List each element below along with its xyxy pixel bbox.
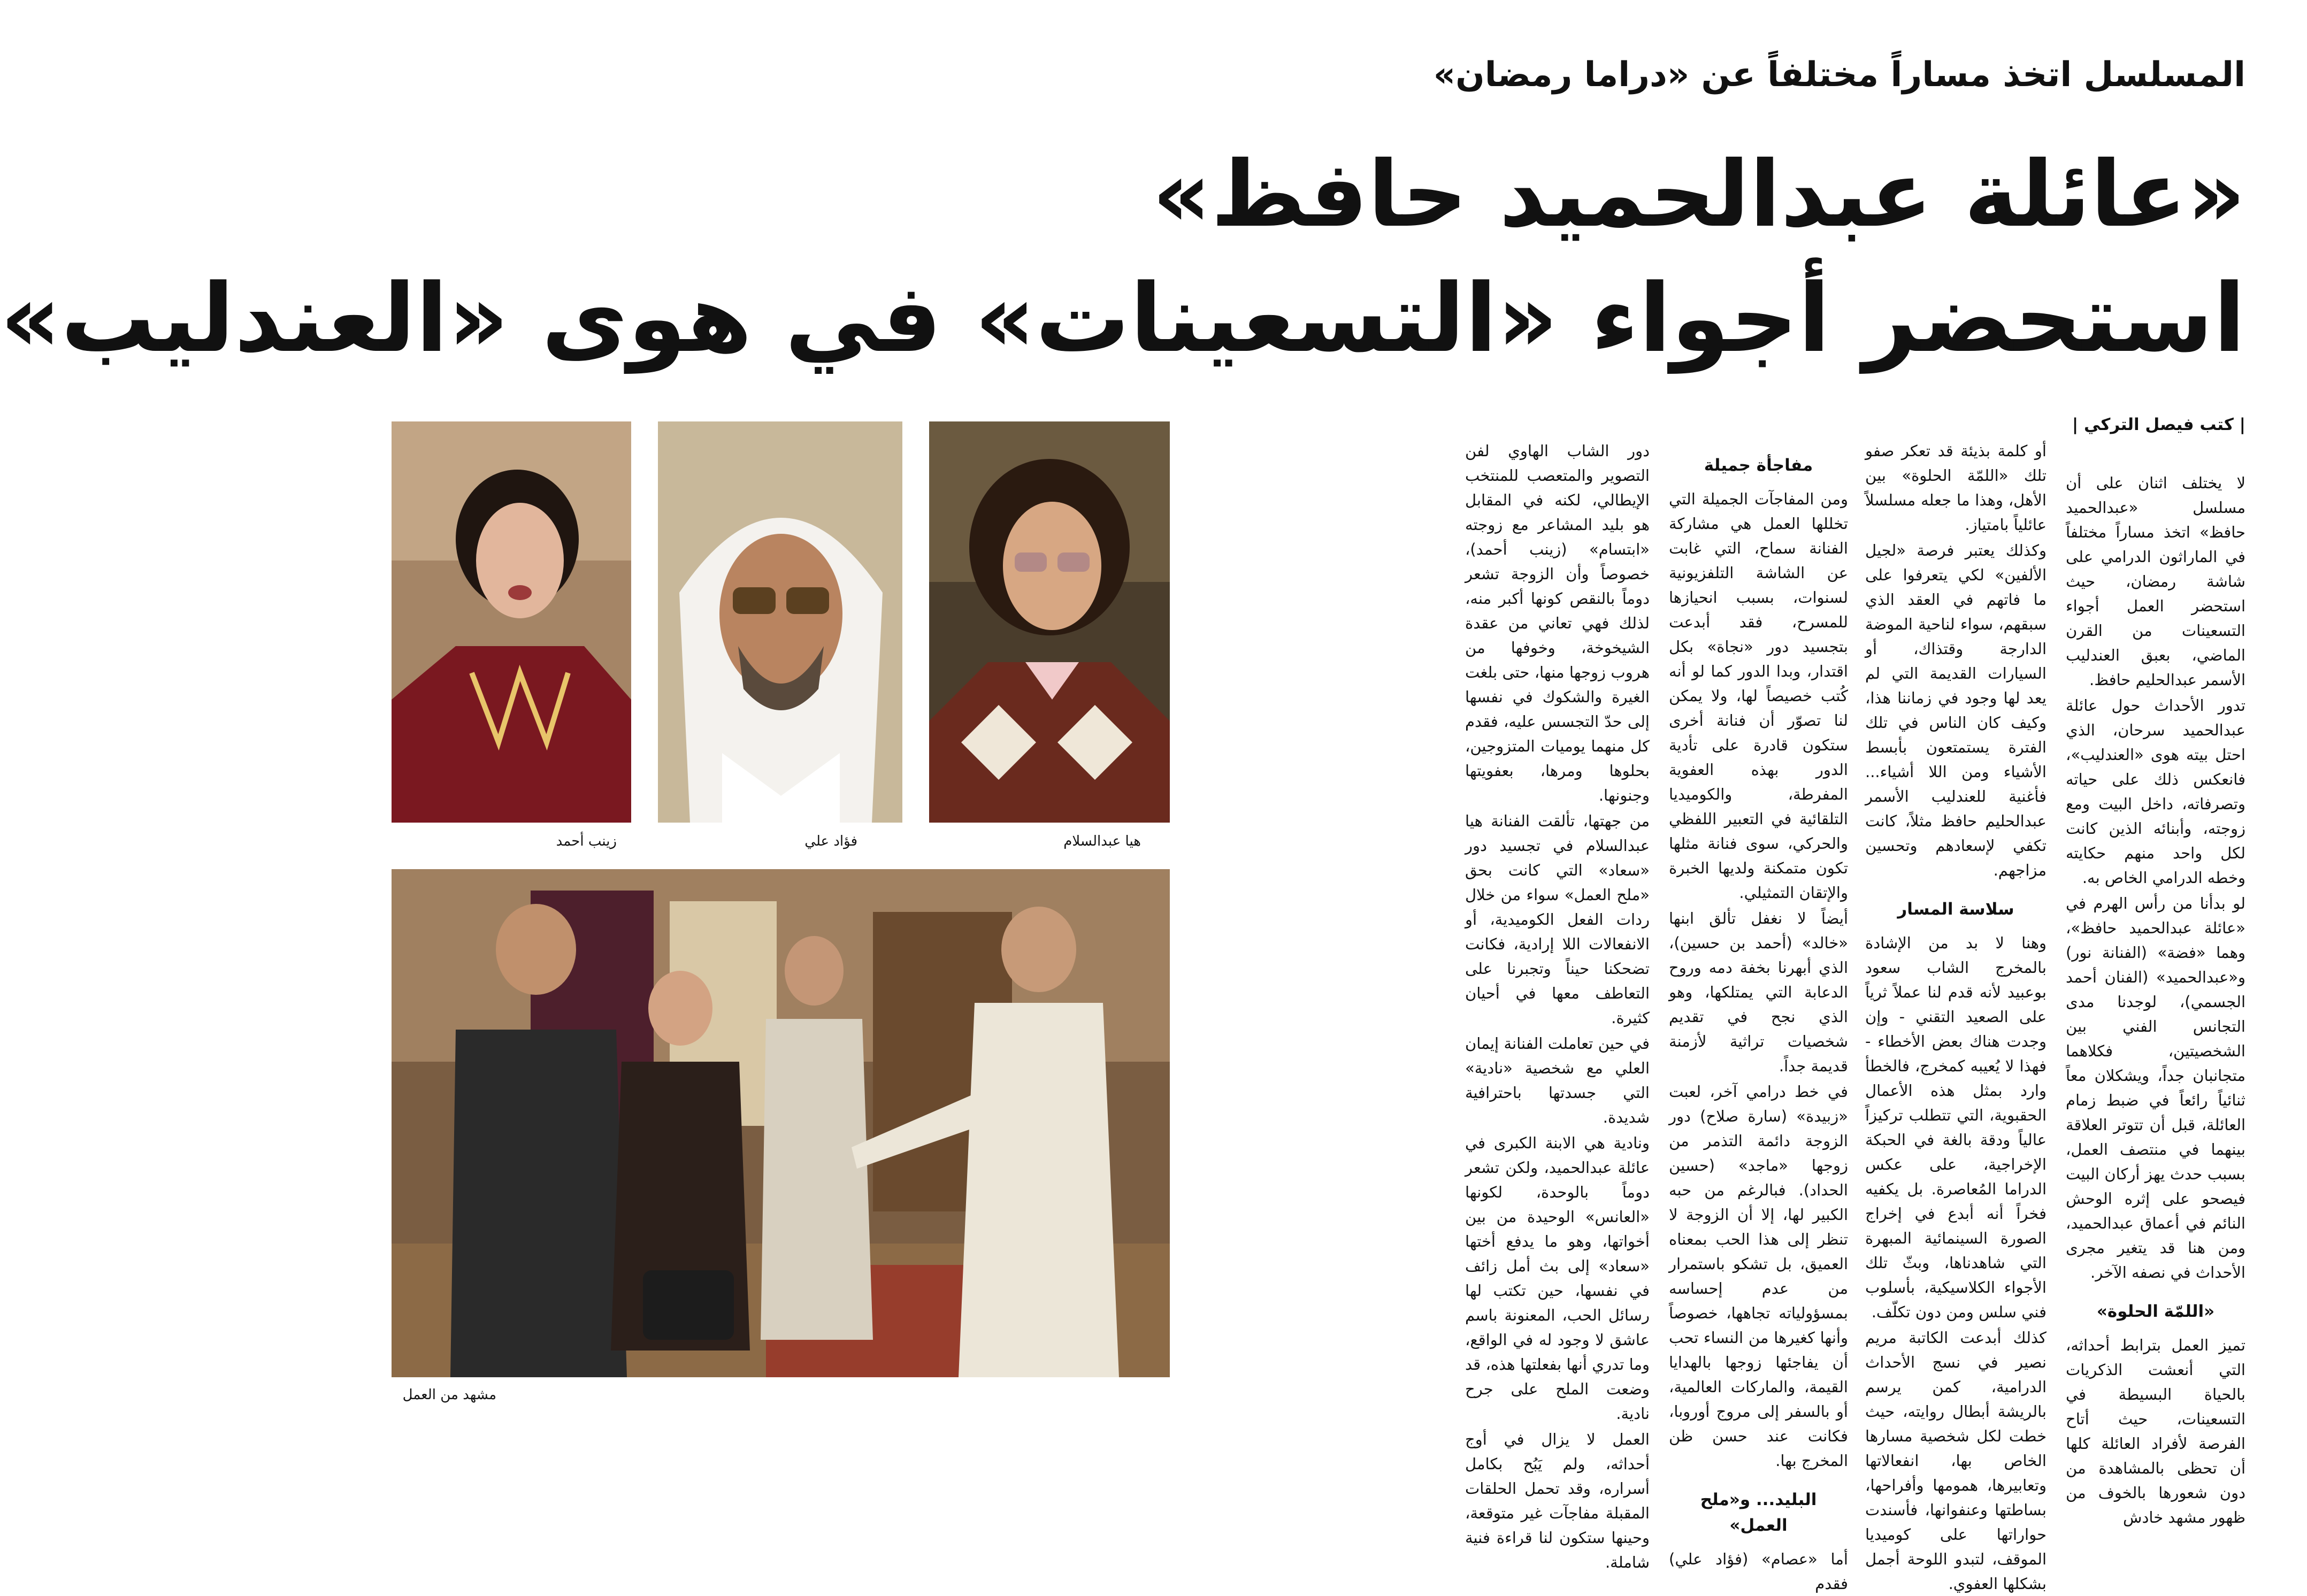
paragraph: أما «عصام» (فؤاد علي) فقدم xyxy=(1669,1550,1848,1593)
paragraph: أو كلمة بذيئة قد تعكر صفو تلك «اللمّة الحلوة» بين الأهل، وهذا ما جعله مسلسلاً عائلياً بامتياز. xyxy=(1865,442,2047,534)
portrait-haya xyxy=(929,421,1170,823)
paragraph: أيضاً لا نغفل تألق ابنها «خالد» (أحمد بن حسين)، الذي أبهرنا بخفة دمه وروح الدعابة التي يمتلكها، وهو الذي نجح في تقديم شخصيات تراثية لأزمنة قديمة جداً. xyxy=(1669,909,1848,1075)
paragraph: من جهتها، تألقت الفنانة هيا عبدالسلام في تجسيد دور «سعاد» التي كانت بحق «ملح العمل» سواء من خلال ردات الفعل الكوميدية، أو الانفعالات اللا إرادية، فكانت تضحكنا حيناً وتجبرنا على التعاطف معها في أحيان كثيرة. xyxy=(1465,812,1650,1027)
headline-line-2: استحضر أجواء «التسعينات» في هوى «العندليب» xyxy=(0,264,2245,373)
subheading: مفاجأة جميلة xyxy=(1704,456,1813,475)
subheading: سلاسة المسار xyxy=(1897,900,2014,919)
article-column-2 xyxy=(1865,439,2047,1593)
portrait-zainab xyxy=(392,421,631,823)
paragraph: وكذلك يعتبر فرصة «لجيل الألفين» لكي يتعرفوا على ما فاتهم في العقد الذي سبقهم، سواء لناحية الموضة الدارجة وقتذاك، أو السيارات القديمة التي لم يعد لها وجود في زماننا هذا، وكيف كان الناس في تلك الفترة يستمتعون بأبسط الأشياء ومن اللا أشياء... فأغنية للعندليب الأسمر عبدالحليم حافظ مثلاً، كانت تكفي لإسعادهم وتحسين مزاجهم. xyxy=(1865,541,2047,879)
photo-haya-abdulsalam xyxy=(929,421,1170,823)
caption-fouad: فؤاد علي xyxy=(804,833,857,849)
caption-scene: مشهد من العمل xyxy=(402,1387,496,1403)
caption-haya: هيا عبدالسلام xyxy=(1063,833,1141,849)
paragraph: تميز العمل بترابط أحداثه، التي أنعشت الذكريات بالحياة البسيطة في التسعينات، حيث أتاح الفرصة لأفراد العائلة كلها أن تحظى بالمشاهدة من دون شعورها بالخوف من ظهور مشهد خادش xyxy=(2066,1336,2245,1526)
paragraph: لا يختلف اثنان على أن مسلسل «عبدالحميد حافظ» اتخذ مساراً مختلفاً في الماراثون الدرامي على شاشة رمضان، حيث استحضر العمل أجواء التسعينات من القرن الماضي، بعبق العندليب الأسمر عبدالحليم حافظ. xyxy=(2066,474,2245,689)
portrait-fouad xyxy=(658,421,902,823)
byline: | كتب فيصل التركي | xyxy=(2072,415,2245,434)
paragraph: في خط درامي آخر، لعبت «زبيدة» (سارة صلاح) دور الزوجة دائمة التذمر من زوجها «ماجد» (حسين الحداد). فبالرغم من حبه الكبير لها، إلا أن الزوجة لا تنظر إلى هذا الحب بمعناه العميق، بل تشكو باستمرار من عدم إحساسه بمسؤولياته تجاهها، خصوصاً وأنها كغيرها من النساء تحب أن يفاجئها زوجها بالهدايا القيمة، والماركات العالمية، أو بالسفر إلى مروج أوروبا، فكانت عند حسن ظن المخرج بها. xyxy=(1669,1083,1848,1470)
paragraph: تدور الأحداث حول عائلة عبدالحميد سرحان، الذي احتل بيته هوى «العندليب»، فانعكس ذلك على حياته وتصرفاته، داخل البيت ومع زوجته، وأبنائه الذين كانت لكل واحد منهم حكايته وخطه الدرامي الخاص به. xyxy=(2066,696,2245,887)
paragraph: ومن المفاجآت الجميلة التي تخللها العمل هي مشاركة الفنانة سماح، التي غابت عن الشاشة التلفزيونية لسنوات، بسبب انحيازها للمسرح، فقد أبدعت بتجسيد دور «نجاة» بكل اقتدار، وبدا الدور كما لو أنه كُتب خصيصاً لها، ولا يمكن لنا تصوّر أن فنانة أخرى ستكون قادرة على تأدية الدور بهذه العفوية المفرطة، والكوميديا التلقائية في التعبير اللفظي والحركي، سوى فنانة مثلها تكون متمكنة ولديها الخبرة والإتقان التمثيلي. xyxy=(1669,490,1848,902)
caption-zainab: زينب أحمد xyxy=(556,833,617,849)
paragraph: في حين تعاملت الفنانة إيمان العلي مع شخصية «نادية» التي جسدتها باحترافية شديدة. xyxy=(1465,1034,1650,1126)
paragraph: لو بدأنا من رأس الهرم في «عائلة عبدالحميد حافظ»، وهما «فضة» (الفنانة نور) و«عبدالحميد» (الفنان أحمد الجسمي)، لوجدنا مدى التجانس الفني بين الشخصيتين، فكلاهما متجانبان جداً، ويشكلان معاً ثنائياً رائعاً في ضبط زمام العائلة، قبل أن تتوتر العلاقة بينهما في منتصف العمل، بسبب حدث يهز أركان البيت فيصحو على إثره الوحش النائم في أعماق عبدالحميد، ومن هنا قد يتغير مجرى الأحداث في نصفه الآخر. xyxy=(2066,894,2245,1282)
photo-scene xyxy=(392,869,1170,1377)
photo-fouad-ali xyxy=(658,421,902,823)
paragraph: وهنا لا بد من الإشادة بالمخرج الشاب سعود بوعبيد لأنه قدم لنا عملاً ثرياً على الصعيد التقني - وإن وجدت هناك بعض الأخطاء - فهذا لا يُعيبه كمخرج، فالخطأ وارد بمثل هذه الأعمال الحقبوية، التي تتطلب تركيزاً عالياً ودقة بالغة في الحبكة الإخراجية، على عكس الدراما المُعاصرة. بل يكفيه فخراً أنه أبدع في إخراج الصورة السينمائية المبهرة التي شاهدناها، وبثّ تلك الأجواء الكلاسيكية، بأسلوب فني سلس ومن دون تكلّف. xyxy=(1865,934,2047,1321)
paragraph: دور الشاب الهاوي لفن التصوير والمتعصب للمنتخب الإيطالي، لكنه في المقابل هو بليد المشاعر مع زوجته «ابتسام» (زينب أحمد)، خصوصاً وأن الزوجة تشعر دوماً بالنقص كونها أكبر منه، لذلك فهي تعاني من عقدة الشيخوخة، وخوفها من هروب زوجها منها، حتى بلغت الغيرة والشكوك في نفسها إلى حدّ التجسس عليه، فقدم كل منهما يوميات المتزوجين، بحلوها ومرها، بعفويتها وجنونها. xyxy=(1465,442,1650,804)
photo-zainab-ahmed xyxy=(392,421,631,823)
scene-illustration xyxy=(392,869,1170,1377)
subheading: البليد... و«ملح العمل» xyxy=(1700,1490,1817,1535)
headline-line-1: «عائلة عبدالحميد حافظ» xyxy=(1152,142,2245,248)
article-column-4 xyxy=(1465,439,1650,1571)
kicker: المسلسل اتخذ مساراً مختلفاً عن «دراما رمضان» xyxy=(1433,55,2245,95)
article-column-1 xyxy=(2066,471,2245,1526)
paragraph: كذلك أبدعت الكاتبة مريم نصير في نسج الأحداث الدرامية، كمن يرسم بالريشة أبطال روايته، حيث خطت لكل شخصية مسارها الخاص بها، انفعالاتها وتعابيرها، همومها وأفراحها، بساطتها وعنفوانها، فأسندت حواراتها على كوميديا الموقف، لتبدو اللوحة أجمل بشكلها العفوي. xyxy=(1865,1329,2047,1593)
paragraph: العمل لا يزال في أوج أحداثه، ولم يَبُح بكامل أسراره، وقد تحمل الحلقات المقبلة مفاجآت غير متوقعة، وحينها ستكون لنا قراءة فنية شاملة. xyxy=(1465,1430,1650,1571)
article-column-3 xyxy=(1669,439,1848,1593)
paragraph: ونادية هي الابنة الكبرى في عائلة عبدالحميد، ولكن تشعر دوماً بالوحدة، لكونها «العانس» الوحيدة من بين أخواتها، وهو ما يدفع أختها «سعاد» إلى بث أمل زائف في نفسها، حين تكتب لها رسائل الحب، المعنونة باسم عاشق لا وجود له في الواقع، وما تدري أنها بفعلتها هذه، قد وضعت الملح على جرح نادية. xyxy=(1465,1134,1650,1423)
subheading: «اللمّة الحلوة» xyxy=(2096,1302,2215,1321)
